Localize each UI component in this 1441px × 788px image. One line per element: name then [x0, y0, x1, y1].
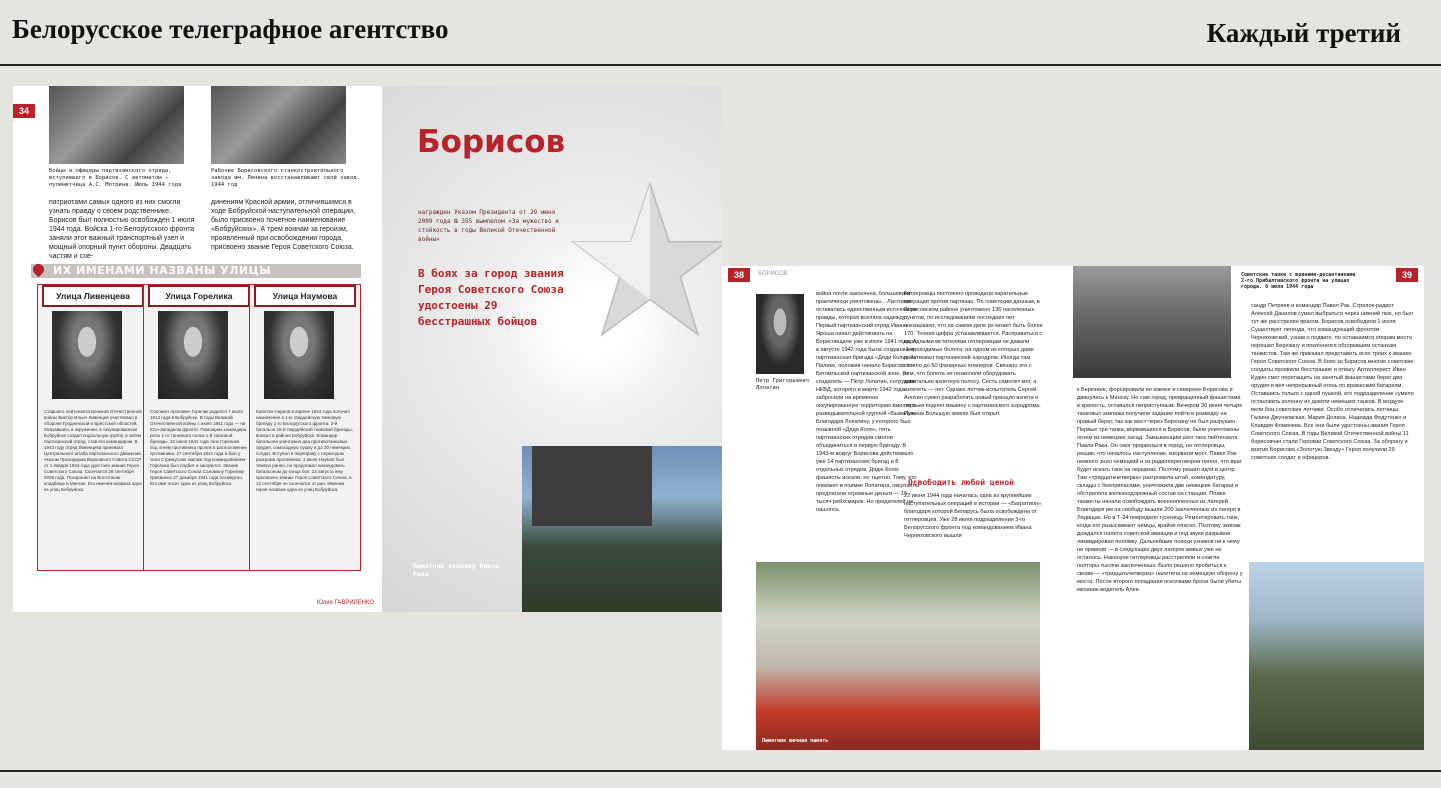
- portrait-naumov: [264, 311, 334, 399]
- street-name: Улица Ливенцева: [42, 285, 144, 307]
- tanks-caption: Советские танки с воинами-десантниками 2-го Прибалтийского фронта на улицах города. 6 июля 1944 года: [1241, 272, 1356, 290]
- section-header: БОРИСОВ: [758, 271, 788, 277]
- flame-caption: Памятник вечная память: [762, 738, 829, 744]
- award-text: награжден Указом Президента от 29 июня 2009 года № 355 вымпелом «За мужество и стойкость в годы Великой Отечественной войны»: [418, 209, 559, 243]
- header-left-title: Белорусское телеграфное агентство: [12, 14, 449, 44]
- streets-banner: [31, 264, 361, 278]
- street-text: Капитан Наумов в апреле 1944 года получил назначение в 1-ю гвардейскую танковую бригаду 1-го Белорусского фронта. 2-й батальон 15-й гвардейской танковой бригады, воевал в районе Бобруйска. Командир батальона уничтожил два противотанковых орудия, самоходную пушку и до 30 немецких солдат. Вступил в переправу с переходом разгрома противника. 1 июля Наумов был тяжело ранен, но продолжал командовать батальоном до конца боя. 22 августа ему присвоено звание Героя Советского Союза, а 12 сентября он скончался от ран. Именем героя названа одна из улиц Бобруйска.: [256, 409, 353, 492]
- page-39: [1067, 266, 1424, 750]
- star-icon: [570, 181, 722, 341]
- page-number-34: 34: [13, 104, 35, 118]
- portrait-liventsev: [52, 311, 122, 399]
- street-card-gorelik: [143, 284, 255, 571]
- streets-banner-label: ИХ ИМЕНАМИ НАЗВАНЫ УЛИЦЫ: [53, 264, 272, 277]
- column-text-2b: 22 июня 1944 года началась одна из крупнейших наступательных операций в истории — «Багратион», благодаря которой Беларусь была освобождена от гитлеровцев. Уже 28 июня подразделения 3-го Белорусского фронта под командованием Ивана Черняховского вышли: [904, 493, 1043, 539]
- photo-caption-2: Рабочие Борисовского станкостроительного завода им. Ленина восстанавливают свой завод. 1944 год: [211, 168, 361, 188]
- page-number-39: 39: [1396, 268, 1418, 282]
- street-card-naumov: [249, 284, 361, 571]
- portrait-gorelik: [158, 311, 228, 399]
- portrait-caption: Петр Григорьевич Лопатин: [756, 378, 809, 391]
- partisans-photo: [49, 86, 184, 164]
- soldiers-monument-photo: [1249, 562, 1424, 750]
- hero-text: В боях за город звания Героя Советского Союза удостоены 29 бесстрашных бойцов: [418, 267, 564, 328]
- city-title: Борисов: [417, 124, 566, 160]
- lopatin-portrait: [756, 294, 804, 374]
- street-text: Старшего лейтенанта Великой Отечественной войны Виктор Ильич Ливенцев участвовал в обороне Гродненской и Брестской областей. Оказавшись в окружении, в оккупированном Бобруйске создал подпольную группу, а затем партизанский отряд, став его командиром. В 1943 году отряд Ливенцева принимал Центрального штаба партизанского движения. Указом Президиума Верховного Совета СССР от 1 января 1944 года удостоен звания Героя Советского Союза. Скончался 28 сентября 2009 года. Похоронен на Восточном кладбище в Минске. Его именем названа одна из улиц Бобруйска.: [44, 409, 142, 492]
- monument-pedestal: [532, 446, 652, 526]
- street-text: Соломон Аронович Горелик родился 7 июля 1913 года в Бобруйске. В годы Великой Отечественной войны с июня 1941 года — на Юго-Западном фронте. Помощник командира роты 1-го танкового полка 1-й танковой бригады. 22 июня 1941 года танк Горелика под огнем противника проник в расположение противника. 27 сентября 1941 года в бою у села Стремусово экипаж под командованием Горелика был подбит и загорелся. Звание Героя Советского Союза Соломону Горелику присвоено 27 декабря 1941 года посмертно. Его имя носит одна из улиц Бобруйска.: [150, 409, 247, 486]
- page-38: [722, 266, 1067, 750]
- page-number-38: 38: [728, 268, 750, 282]
- column-text-2: сандр Петряев и командир Павел Рак. Стрелок-радист Алексей Данилов сумел выбраться через нижний люк, но был тут же расстрелян врагом. Борисов освободили 1 июля. Существует легенда, что командующий фронтом Черняховский, узнав о подвиге, по оставшимся опорам моста перешел Березину и поклонился обгоревшим останкам танкистов. Там же приказал представить всех троих к званию Героя Советского Союза. В боях за Борисов многие советские солдаты проявили бесстрашие и отвагу. Артиллерист Иван Кудин смог перетащить на занятый фашистами берег два орудия и вел непрерывный огонь по вражеским батареям. Оставшись только с одной пушкой, его подразделение сумело остановить колонну из девяти немецких танков. В воздухе вели бои советские летчики. Особо отличились летчицы Галина Джунковская, Мария Долина, Надежда Федутенко и Клавдия Фомичева. Все они были удостоены звания Героя Советского Союза. В годы Великой Отечественной войны 11 борисовчан стали Героями Советского Союза. За оборону и взятие Борисова «Золотую Звезду» Героя получили 29 советских солдат и офицеров.: [1251, 303, 1414, 461]
- column-text-1: к Березине, форсировали ее южнее и севернее Борисова и двинулись к Минску. Но сам город, превращенный фашистами в крепость, оставался неприступным. Вечером 30 июня четыре танковых экипажа получили задание пойти в разведку на правый берег, так как мост через Березину не был разрушен. Первые три танка, ворвавшиеся в Борисов, были уничтожены огнем из немецких засад. Замыкающим шел танк лейтенанта Павла Рака. Он смог прорваться в город, но гитлеровцы, решив, что началось наступление, взорвали мост. Павел Рак немного знал немецкий и из радиопереговоров понял, что враг будет искать танк на окраинах. Поэтому решил идти в центр. Там «тридцатьчетверка» разгромила штаб, комендатуру, склады с боеприпасами, уничтожила две немецкие батареи и обстреляла железнодорожный состав на станции. Позже танкисты начали освобождать военнопленных из лагерей. Благодаря им на свободу вышли 200 заключенных из лагеря в Лядищах. Но в Т-34 повредило гусеницу. Ремонтировать танк, когда его разыскивают немцы, крайне опасно. Поэтому экипаж дождался налета советской авиации и под звуки разрывов ликвидировал поломку. Дальнейшие поиски узников ни к чему не привели — в следующих двух лагерях живых уже не осталось. Накануне гитлеровцы расстреляли и сожгли полторы тысячи заключенных. Было решено пробиться к своим — «тридцатьчетверка» налетела на немецкую оборону у моста. После второго попадания осколками брони были убиты механик-водитель Алек-: [1077, 387, 1243, 593]
- street-name: Улица Наумова: [254, 285, 356, 307]
- tanks-photo: [1073, 266, 1231, 378]
- top-rule: [0, 64, 1441, 66]
- page-35: [382, 86, 722, 612]
- column-text-1: война почти закончена, большевики практически уничтожены... Листовки оставались единственным источником правды, которая вселяла надежду. Первый партизанский отряд Ивана Яроша начал действовать на Борисовщине уже в июле 1941 года. А в августе 1942 года была создана 1-я партизанская бригада «Дяди Коли» на Палике, положив начало Борисовско-Бегомльской партизанской зоне. Ее создатель — Петр Лопатин, сотрудник НКВД, которого в марте 1942 года забросили на временно оккупированную территорию вместе с разведывательной группой «Бывалые». Благодаря Лопатину, у которого был позывной «Дядя Коля», пять партизанских отрядов смогли объединиться в первую бригаду. В 1943-м вокруг Борисова действовало уже 14 партизанских бригад и 8 отдельных отрядов. Дядю Колю фашисты искали, но тщетно. Тому, кто поможет в поимке Лопатина, оккупанты предлагали огромные деньги — 15 тысяч рейхсмарок. Но предателей не нашлось.: [816, 291, 920, 513]
- body-text-left: патриотами самых одного из них смогли узнать правду о своем родственнике. Борисов был полностью освобожден 1 июля 1944 года. Войска 1-го Белорусского фронта заняли этот важный транспортный узел и мощный опорный пункт обороны. Двадцать частям и сое-: [49, 199, 195, 260]
- photo-caption-1: Бойцы и офицеры партизанского отряда, вступившего в Борисов. С автоматом — пулеметчица А.С. Мотрина. Июль 1944 года: [49, 168, 182, 188]
- eternal-flame-photo: [756, 562, 1040, 750]
- page-34: [13, 86, 382, 612]
- street-card-liventsev: [37, 284, 149, 571]
- monument-caption: Памятник экипажу Павла Рака: [413, 562, 500, 578]
- body-text-right: динениям Красной армии, отличившимся в ходе Бобруйской наступательной операции, было присвоено почетное наименование «Бобруйских». А трем воинам за героизм, проявленный при освобождении города, присвоено звание Героя Советского Союза.: [211, 199, 356, 251]
- street-name: Улица Горелика: [148, 285, 250, 307]
- factory-workers-photo: [211, 86, 346, 164]
- subheading: Освободить любой ценой: [908, 478, 1014, 487]
- author-signature: Юлия ГАВРИЛЕНКО: [316, 600, 374, 606]
- bottom-rule: [0, 770, 1441, 772]
- column-text-2: Гитлеровцы постоянно проводили карательные операции против партизан. По советским данным, в Борисовском районе уничтожено 136 населенных пунктов, по исследованиям последних лет показывают, что на самом деле их может быть более 170. Точная цифра устанавливается. Расправиться с народными мстителями гитлеровцам не давали непроходимые болота, на одном из которых даже действовал партизанский аэродром. Иногда там стояло до 50 фанерных планеров. Связано это с тем, что болота не позволяли оборудовать капитально взлетную полосу. Сесть самолет мог, а взлететь — нет. Однако летчик-испытатель Сергей Анохин сумел разработать новый принцип взлета и первым поднял машину с партизанского аэродрома. Путь на Большую землю был открыт.: [904, 291, 1043, 417]
- header-right-title: Каждый третий: [1206, 18, 1401, 48]
